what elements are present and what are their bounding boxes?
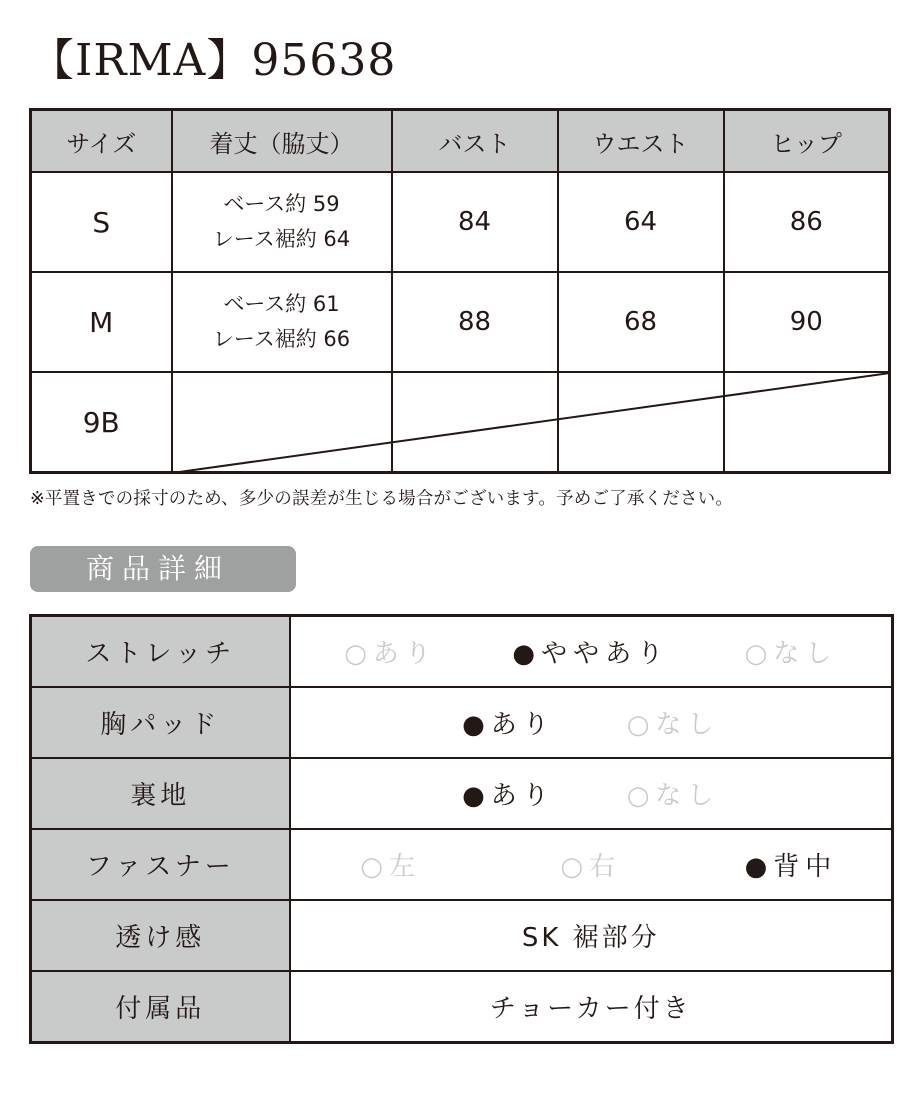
header-bust: バスト bbox=[392, 110, 558, 173]
detail-row-accessory bbox=[31, 971, 893, 1043]
size-s-length bbox=[172, 172, 392, 272]
header-size: サイズ bbox=[31, 110, 172, 173]
size-s-hip: 86 bbox=[724, 172, 890, 272]
lining-options bbox=[290, 758, 893, 829]
fastener-option-right: ○右 bbox=[560, 852, 622, 882]
chest-pad-options bbox=[290, 687, 893, 758]
product-title: 【IRMA】95638 bbox=[30, 35, 397, 86]
stretch-option-no: ○なし bbox=[744, 639, 838, 669]
fastener-label: ファスナー bbox=[31, 829, 290, 900]
length-lace: レース裾約 64 bbox=[212, 227, 351, 251]
fastener-option-left: ○左 bbox=[360, 852, 421, 882]
length-lace: レース裾約 66 bbox=[212, 327, 351, 351]
size-s-bust: 84 bbox=[392, 172, 558, 272]
stretch-option-somewhat: ●ややあり bbox=[512, 639, 670, 669]
header-length: 着丈（脇丈） bbox=[172, 110, 392, 173]
table-row bbox=[31, 172, 890, 272]
fastener-option-back: ●背中 bbox=[744, 852, 838, 882]
table-row bbox=[31, 272, 890, 372]
product-details-table bbox=[29, 614, 894, 1044]
detail-row-lining bbox=[31, 758, 893, 829]
size-9b-bust-empty bbox=[392, 372, 558, 473]
size-m-label: M bbox=[31, 272, 172, 372]
detail-row-stretch bbox=[31, 616, 893, 688]
lining-label: 裏地 bbox=[31, 758, 290, 829]
chest-pad-option-no: ○なし bbox=[626, 710, 720, 740]
detail-row-chest-pad bbox=[31, 687, 893, 758]
detail-row-fastener bbox=[31, 829, 893, 900]
size-9b-length-empty bbox=[172, 372, 392, 473]
size-9b-waist-empty bbox=[558, 372, 724, 473]
size-table-header bbox=[31, 110, 890, 173]
sheer-value: SK 裾部分 bbox=[290, 900, 893, 971]
chest-pad-option-yes: ●あり bbox=[462, 710, 555, 740]
stretch-option-yes: ○あり bbox=[344, 639, 437, 669]
size-m-waist: 68 bbox=[558, 272, 724, 372]
table-row bbox=[31, 372, 890, 473]
length-base: ベース約 61 bbox=[223, 292, 340, 316]
size-m-hip: 90 bbox=[724, 272, 890, 372]
sheer-label: 透け感 bbox=[31, 900, 290, 971]
header-waist: ウエスト bbox=[558, 110, 724, 173]
chest-pad-label: 胸パッド bbox=[31, 687, 290, 758]
size-s-waist: 64 bbox=[558, 172, 724, 272]
length-base: ベース約 59 bbox=[223, 192, 340, 216]
section-label-product-details: 商品詳細 bbox=[30, 546, 296, 592]
measurement-note: ※平置きでの採寸のため、多少の誤差が生じる場合がございます。予めご了承ください。 bbox=[30, 489, 734, 509]
size-m-length bbox=[172, 272, 392, 372]
size-s-label: S bbox=[31, 172, 172, 272]
size-9b-hip-empty bbox=[724, 372, 890, 473]
detail-row-sheer bbox=[31, 900, 893, 971]
accessory-value: チョーカー付き bbox=[290, 971, 893, 1043]
lining-option-yes: ●あり bbox=[462, 781, 555, 811]
size-9b-label: 9B bbox=[31, 372, 172, 473]
stretch-options bbox=[290, 616, 893, 688]
header-hip: ヒップ bbox=[724, 110, 890, 173]
accessory-label: 付属品 bbox=[31, 971, 290, 1043]
stretch-label: ストレッチ bbox=[31, 616, 290, 688]
lining-option-no: ○なし bbox=[626, 781, 720, 811]
fastener-options bbox=[290, 829, 893, 900]
size-m-bust: 88 bbox=[392, 272, 558, 372]
size-table bbox=[29, 108, 891, 474]
